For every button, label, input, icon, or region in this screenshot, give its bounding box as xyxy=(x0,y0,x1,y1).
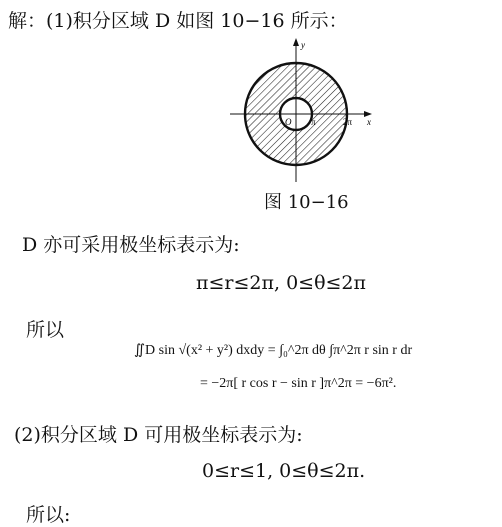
x-axis-label: x xyxy=(367,117,371,127)
solution-intro-text: 解：(1)积分区域 D 如图 10−16 所示： xyxy=(8,10,348,32)
y-axis-arrow-icon xyxy=(293,38,299,46)
polar-range-2: 0≤r≤1, 0≤θ≤2π. xyxy=(202,460,366,482)
therefore-text-2: 所以: xyxy=(26,504,71,526)
therefore-text-1: 所以 xyxy=(26,319,65,341)
polar-representation-text: D 亦可采用极坐标表示为: xyxy=(22,234,240,256)
polar-range-1: π≤r≤2π, 0≤θ≤2π xyxy=(196,272,367,294)
region-d-figure xyxy=(226,36,376,184)
integral-equation-line-2: = −2π[ r cos r − sin r ]π^2π = −6π². xyxy=(200,376,397,391)
outer-radius-label: 2π xyxy=(343,117,353,127)
integral-equation-line-1: ∬D sin √(x² + y²) dxdy = ∫₀^2π dθ ∫π^2π r sin r dr xyxy=(134,343,413,358)
figure-caption: 图 10−16 xyxy=(264,192,349,213)
part2-intro-text: (2)积分区域 D 可用极坐标表示为: xyxy=(14,424,303,446)
inner-radius-label: π xyxy=(311,117,316,127)
y-axis-label: y xyxy=(301,40,305,50)
origin-label: O xyxy=(285,117,292,127)
